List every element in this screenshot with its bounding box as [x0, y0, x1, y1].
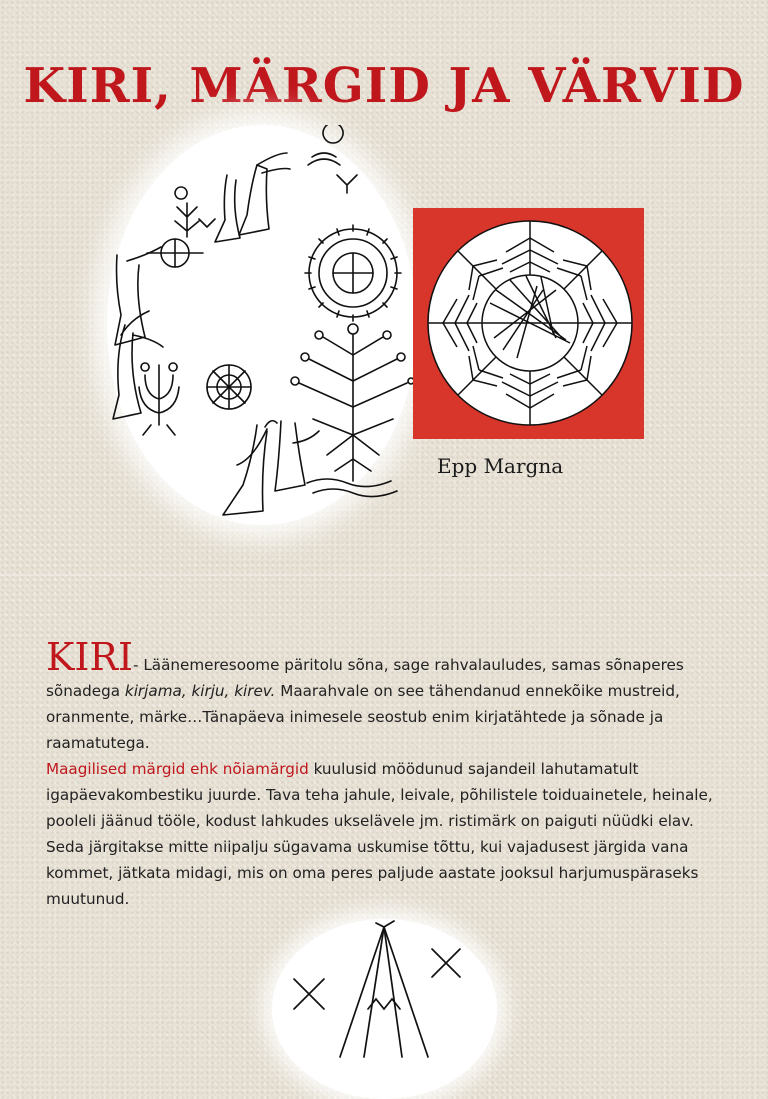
- drop-word: KIRI: [46, 635, 134, 679]
- paragraph-kiri-text-a: - Läänemeresoome päritolu sõna, sage rahvalauludes, samas sõnaperes sõnadega: [46, 656, 684, 700]
- slide-text: [0, 576, 768, 1024]
- paragraph-magic-text: kuulusid möödunud sajandeil lahutamatult igapäevakombestiku juurde. Tava teha jahule, leivale, põhilistele toiduainetele, heinale, pooleli jäänud tööle, kodust lahkudes ukselävele jm. ristimärk on paiguti nüüdki elav. Seda järgitakse mitte niipalju sügavama uskumise tõttu, kui vajadusest järgida vana kommet, jätkata midagi, mis on oma peres paljude aastate jooksul harjumuspäraseks muutunud.: [46, 760, 713, 908]
- paragraph-kiri: [46, 635, 736, 756]
- petroglyph-image: [107, 125, 417, 525]
- paragraph-magic: [46, 756, 736, 912]
- ornament-image: [413, 208, 644, 439]
- page-title: KIRI, MÄRGID JA VÄRVID: [23, 58, 745, 114]
- paragraph-kiri-text-b: Maarahvale on see tähendanud ennekõike mustreid, oranmente, märke…Tänapäeva inimesele seostub enim kirjatähtede ja sõnade ja raamatutega.: [46, 682, 680, 752]
- paragraph-kiri-italic: kirjama, kirju, kirev.: [124, 682, 276, 700]
- magic-signs-term: Maagilised märgid ehk nõiamärgid: [46, 760, 309, 778]
- tent-drawing-image: [272, 919, 497, 1099]
- body-text: [46, 635, 736, 912]
- image-caption: Epp Margna: [437, 454, 564, 478]
